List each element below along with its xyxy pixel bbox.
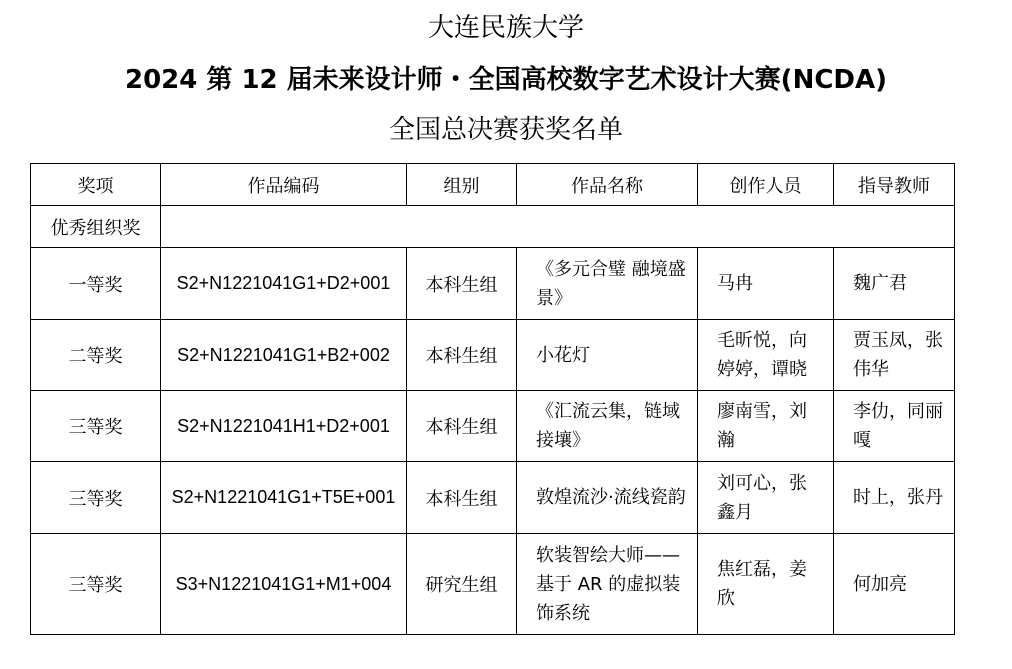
advisors-cell: 何加亮 — [834, 534, 955, 635]
table-row — [31, 462, 955, 534]
title-cell: 软装智绘大师——基于 AR 的虚拟装饰系统 — [517, 534, 698, 635]
list-subtitle: 全国总决赛获奖名单 — [388, 115, 623, 145]
organization-award-label: 优秀组织奖 — [31, 206, 161, 248]
creators-cell: 马冉 — [698, 248, 834, 320]
award-cell: 三等奖 — [31, 391, 161, 462]
column-header-code: 作品编码 — [161, 164, 407, 206]
title-cell: 《汇流云集，链域接壤》 — [517, 391, 698, 462]
title-cell: 小花灯 — [517, 320, 698, 391]
group-cell: 本科生组 — [407, 248, 517, 320]
advisors-cell: 贾玉凤，张伟华 — [834, 320, 955, 391]
column-header-award: 奖项 — [31, 164, 161, 206]
group-cell: 本科生组 — [407, 320, 517, 391]
organization-award-empty-cell — [161, 206, 955, 248]
code-cell: S2+N1221041G1+D2+001 — [161, 248, 407, 320]
creators-cell: 刘可心，张鑫月 — [698, 462, 834, 534]
award-cell: 二等奖 — [31, 320, 161, 391]
column-header-creators: 创作人员 — [698, 164, 834, 206]
code-cell: S2+N1221041G1+B2+002 — [161, 320, 407, 391]
awards-table — [30, 163, 955, 635]
creators-cell: 焦红磊，姜欣 — [698, 534, 834, 635]
advisors-cell: 魏广君 — [834, 248, 955, 320]
table-row — [31, 391, 955, 462]
group-cell: 本科生组 — [407, 391, 517, 462]
school-name: 大连民族大学 — [427, 13, 584, 43]
competition-title: 2024 第 12 届未来设计师・全国高校数字艺术设计大赛(NCDA) — [124, 65, 887, 95]
creators-cell: 廖南雪，刘瀚 — [698, 391, 834, 462]
creators-cell: 毛昕悦，向婷婷，谭晓 — [698, 320, 834, 391]
organization-award-row — [31, 206, 955, 248]
column-header-advisors: 指导教师 — [834, 164, 955, 206]
table-row — [31, 320, 955, 391]
group-cell: 本科生组 — [407, 462, 517, 534]
title-cell: 《多元合璧 融境盛景》 — [517, 248, 698, 320]
table-header-row — [31, 164, 955, 206]
advisors-cell: 时上，张丹 — [834, 462, 955, 534]
award-cell: 三等奖 — [31, 462, 161, 534]
column-header-group: 组别 — [407, 164, 517, 206]
award-cell: 一等奖 — [31, 248, 161, 320]
group-cell: 研究生组 — [407, 534, 517, 635]
table-row — [31, 534, 955, 635]
table-row — [31, 248, 955, 320]
code-cell: S2+N1221041G1+T5E+001 — [161, 462, 407, 534]
title-cell: 敦煌流沙·流线瓷韵 — [517, 462, 698, 534]
award-cell: 三等奖 — [31, 534, 161, 635]
code-cell: S2+N1221041H1+D2+001 — [161, 391, 407, 462]
advisors-cell: 李仂，同丽嘎 — [834, 391, 955, 462]
column-header-title: 作品名称 — [517, 164, 698, 206]
code-cell: S3+N1221041G1+M1+004 — [161, 534, 407, 635]
